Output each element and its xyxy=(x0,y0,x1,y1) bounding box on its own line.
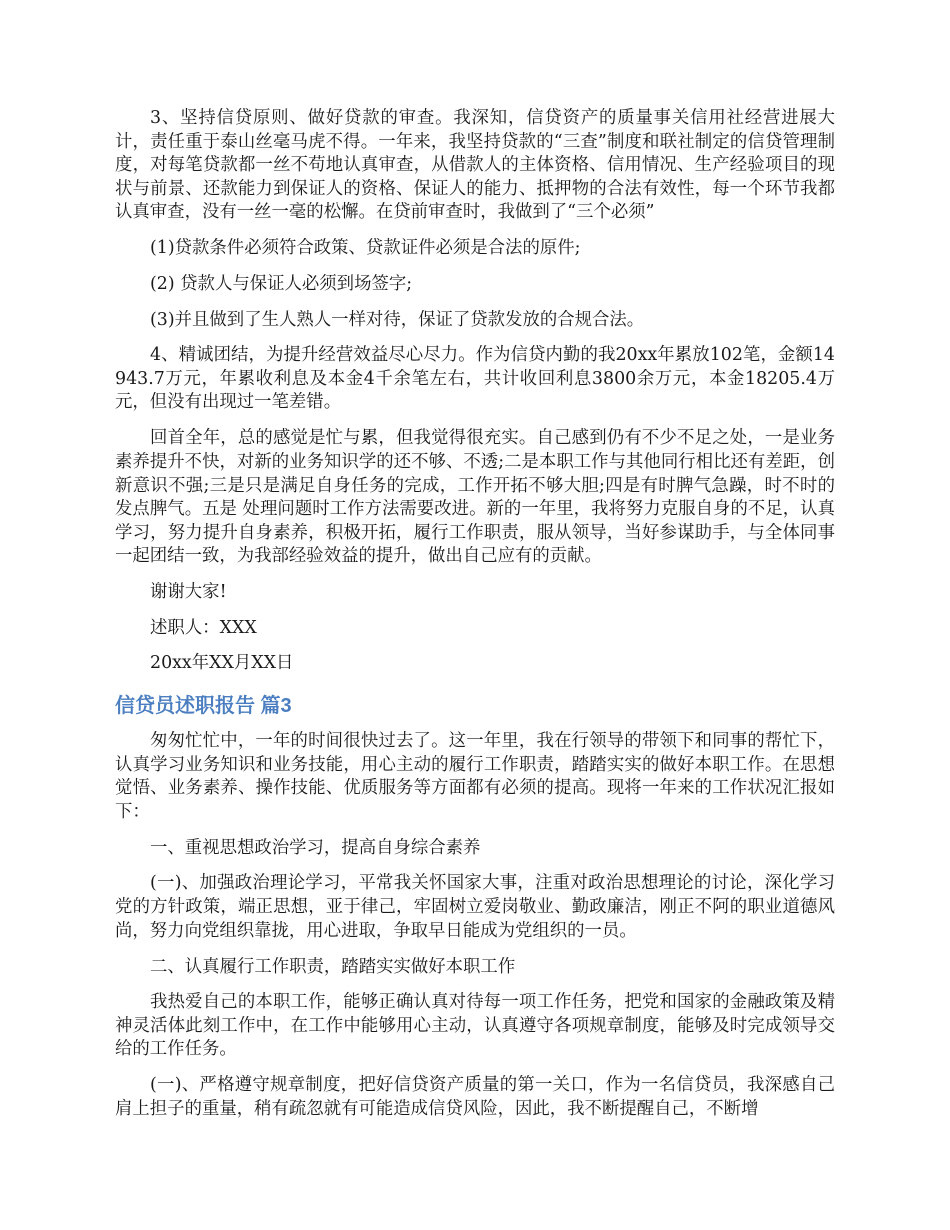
paragraph-subheading-1: 一、重视思想政治学习，提高自身综合素养 xyxy=(150,837,481,858)
paragraph-regulations: (一)、严格遵守规章制度，把好信贷资产质量的第一关口，作为一名信贷员，我深感自己肩上担子的重量，稍有疏忽就有可能造成信贷风险，因此，我不断提醒自己，不断增 xyxy=(115,1075,835,1119)
paragraph-reporter: 述职人：XXX xyxy=(150,617,257,638)
paragraph-intro: 匆匆忙忙中，一年的时间很快过去了。这一年里，我在行领导的带领下和同事的帮忙下，认真学习业务知识和业务技能，用心主动的履行工作职责，踏踏实实的做好本职工作。在思想觉悟、业务素养、操作技能、优质服务等方面都有必须的提高。现将一年来的工作状况汇报如下： xyxy=(115,731,835,822)
paragraph-teamwork: 4、精诚团结，为提升经营效益尽心尽力。作为信贷内勤的我20xx年累放102笔，金额14943.7万元，年累收利息及本金4千余笔左右，共计收回利息3800余万元，本金18205.4万元，但没有出现过一笔差错。 xyxy=(115,345,835,413)
paragraph-date: 20xx年XX月XX日 xyxy=(150,653,294,674)
paragraph-year-review: 回首全年，总的感觉是忙与累，但我觉得很充实。自己感到仍有不少不足之处，一是业务素养提升不快，对新的业务知识学的还不够、不透;二是本职工作与其他同行相比还有差距，创新意识不强;三是只是满足自身任务的完成，工作开拓不够大胆;四是有时脾气急躁，时不时的发点脾气。五是 处理问题时工作方法需要改进。新的一年里，我将努力克服自身的不足，认真学习，努力提升自身素养，积极开拓，履行工作职责，服从领导，当好参谋助手，与全体同事一起团结一致，为我部经验效益的提升，做出自己应有的贡献。 xyxy=(115,428,835,567)
paragraph-subheading-2: 二、认真履行工作职责，踏踏实实做好本职工作 xyxy=(150,956,516,977)
paragraph-political-study: (一)、加强政治理论学习，平常我关怀国家大事，注重对政治思想理论的讨论，深化学习党的方针政策，端正思想，亚于律己，牢固树立爱岗敬业、勤政廉洁，刚正不阿的职业道德风尚，努力向党组织靠拢，用心进取，争取早日能成为党组织的一员。 xyxy=(115,873,835,941)
paragraph-loan-review: 3、坚持信贷原则、做好贷款的审查。我深知，信贷资产的质量事关信用社经营进展大计，责任重于泰山丝毫马虎不得。一年来，我坚持贷款的“三查”制度和联社制定的信贷管理制度，对每笔贷款都一丝不苟地认真审查，从借款人的主体资格、信用情况、生产经验项目的现状与前景、还款能力到保证人的资格、保证人的能力、抵押物的合法有效性，每一个环节我都认真审查，没有一丝一毫的松懈。在贷前审查时，我做到了“三个必须” xyxy=(115,108,835,223)
document-body xyxy=(115,107,835,1134)
paragraph-condition-1: (1)贷款条件必须符合政策、贷款证件必须是合法的原件; xyxy=(150,238,581,259)
section-heading: 信贷员述职报告 篇3 xyxy=(115,695,292,718)
paragraph-job-duties: 我热爱自己的本职工作，能够正确认真对待每一项工作任务，把党和国家的金融政策及精神灵活体此刻工作中，在工作中能够用心主动，认真遵守各项规章制度，能够及时完成领导交给的工作任务。 xyxy=(115,992,835,1060)
paragraph-condition-3: (3)并且做到了生人熟人一样对待，保证了贷款发放的合规合法。 xyxy=(150,309,645,330)
paragraph-thanks: 谢谢大家! xyxy=(150,582,227,603)
paragraph-condition-2: (2) 贷款人与保证人必须到场签字; xyxy=(150,273,413,294)
